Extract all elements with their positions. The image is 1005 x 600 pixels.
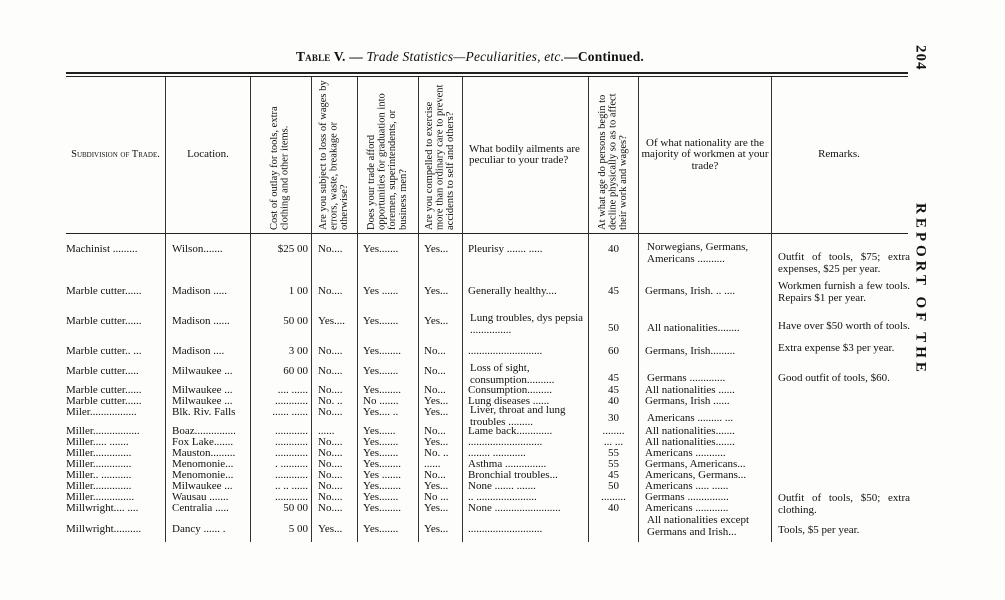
cell-care: Yes...: [424, 436, 449, 448]
header-rule: [66, 233, 908, 234]
marble-cutter-age-4: 45: [608, 372, 619, 384]
cell-loc: Madison ....: [172, 345, 225, 357]
cell-ail: None ........................: [468, 502, 561, 514]
cell-nat: Germans, Irish. .. ....: [645, 285, 736, 297]
cell-loc: Milwaukee ...: [172, 365, 233, 377]
cell-loss: No....: [318, 469, 343, 481]
top-rule: [66, 72, 908, 74]
marble-cutter-remarks-1: Workmen furnish a few tools. Repairs $1 per year.: [778, 280, 910, 304]
cell-grad: Yes.......: [363, 523, 399, 535]
cell-grad: Yes......: [363, 425, 396, 437]
cell-age: 45: [608, 469, 619, 481]
header-loss-text: Are you subject to loss of wages by errors, waste, breakage or otherwise?: [317, 80, 350, 230]
cell-care: Yes...: [424, 480, 449, 492]
header-age: [589, 80, 638, 230]
cell-loc: Menomonie...: [172, 469, 234, 481]
cell-loss: No....: [318, 406, 343, 418]
cell-loss: No....: [318, 491, 343, 503]
cell-grad: Yes........: [363, 480, 402, 492]
cell-care: Yes...: [424, 523, 449, 535]
header-graduation-text: Does your trade afford opportunities for graduation into foremen, superintendents, or business men?: [365, 93, 409, 230]
header-graduation: [358, 80, 418, 230]
cell-loc: Menomonie...: [172, 458, 234, 470]
header-remarks: Remarks.: [818, 148, 860, 161]
cell-loc: Milwaukee ...: [172, 395, 233, 407]
cell-cost: ............: [275, 447, 308, 459]
cell-nat: Americans ..... ......: [645, 480, 729, 492]
cell-ail: Pleurisy ....... .....: [468, 243, 543, 255]
cell-cost: $25 00: [277, 243, 308, 255]
header-cost-text: Cost of outlay for tools, extra clothing and other items.: [269, 106, 291, 230]
header-nationality: Of what nationality are the majority of workmen at your trade?: [641, 136, 769, 172]
cell-ail: ...........................: [468, 345, 543, 357]
cell-nat: All nationalities ......: [645, 384, 735, 396]
millwright-remarks-2: Tools, $5 per year.: [778, 524, 860, 536]
header-cost: [251, 80, 311, 230]
cell-nat: Germans, Irish.........: [645, 345, 736, 357]
cell-nat: Germans, Americans...: [645, 458, 746, 470]
cell-care: No...: [424, 469, 446, 481]
cell-trade: Marble cutter.. ...: [66, 345, 142, 357]
header-care-text: Are you compelled to exercise more than ordinary care to prevent accidents to self and others?: [423, 84, 456, 230]
cell-loss: No....: [318, 384, 343, 396]
cell-trade: Miller..............: [66, 458, 132, 470]
cell-age: 55: [608, 447, 619, 459]
cell-cost: ............: [275, 436, 308, 448]
cell-grad: Yes........: [363, 345, 402, 357]
cell-loss: ......: [318, 425, 335, 437]
cell-age: ... ...: [603, 436, 624, 448]
cell-trade: Marble cutter.....: [66, 365, 139, 377]
cell-cost: 60 00: [283, 365, 308, 377]
cell-loss: No....: [318, 285, 343, 297]
cell-loss: No. ..: [318, 395, 343, 407]
running-head: REPORT OF THE: [912, 202, 929, 376]
header-location: Location.: [187, 148, 229, 161]
cell-trade: Millwright.... ....: [66, 502, 139, 514]
marble-cutter-remarks-3: Extra expense $3 per year.: [778, 342, 895, 354]
cell-loc: Fox Lake.......: [172, 436, 234, 448]
cell-cost: 3 00: [288, 345, 308, 357]
cell-trade: Miller.. ...........: [66, 469, 132, 481]
cell-nat: Americans ...........: [645, 447, 726, 459]
cell-loc: Madison ......: [172, 315, 230, 327]
marble-cutter-nationality-2: All nationalities........: [647, 322, 740, 334]
cell-grad: Yes........: [363, 384, 402, 396]
header-loss: [312, 80, 357, 230]
cell-care: Yes...: [424, 243, 449, 255]
cell-loc: Milwaukee ...: [172, 384, 233, 396]
cell-care: Yes...: [424, 395, 449, 407]
cell-trade: Marble cutter......: [66, 395, 142, 407]
cell-care: No...: [424, 425, 446, 437]
header-care: [419, 80, 462, 230]
cell-ail: Consumption.........: [468, 384, 553, 396]
cell-loc: Milwaukee ...: [172, 480, 233, 492]
cell-trade: Marble cutter......: [66, 285, 142, 297]
title-continued: —Continued.: [564, 49, 645, 64]
cell-cost: ...... ......: [272, 406, 308, 418]
cell-grad: Yes ......: [363, 285, 399, 297]
cell-loss: No....: [318, 480, 343, 492]
cell-cost: .. .. ......: [275, 480, 308, 492]
cell-age: 45: [608, 384, 619, 396]
table-row: [0, 502, 905, 514]
cell-loss: Yes....: [318, 315, 346, 327]
cell-loss: No....: [318, 345, 343, 357]
cell-grad: Yes.......: [363, 315, 399, 327]
cell-care: No...: [424, 345, 446, 357]
table-title: Trade Statistics—Peculiarities, etc.: [366, 49, 565, 64]
cell-trade: Machinist .........: [66, 243, 138, 255]
cell-loss: No....: [318, 502, 343, 514]
cell-ail: Lame back.............: [468, 425, 553, 437]
cell-loc: Madison .....: [172, 285, 227, 297]
cell-care: Yes...: [424, 315, 449, 327]
cell-care: Yes...: [424, 502, 449, 514]
cell-loc: Wausau .......: [172, 491, 229, 503]
cell-loss: No....: [318, 436, 343, 448]
cell-nat: All nationalities.......: [645, 425, 735, 437]
cell-care: No. ..: [424, 447, 449, 459]
cell-loc: Blk. Riv. Falls: [172, 406, 236, 418]
cell-grad: Yes.......: [363, 243, 399, 255]
cell-cost: ............: [275, 469, 308, 481]
margin-side: [908, 45, 932, 515]
page-number: 204: [912, 45, 929, 71]
table-row: [0, 285, 905, 297]
cell-grad: Yes.... ..: [363, 406, 399, 418]
cell-cost: 5 00: [288, 523, 308, 535]
cell-care: ......: [424, 458, 441, 470]
machinist-remarks: Outfit of tools, $75; extra expenses, $25 per year.: [778, 251, 910, 275]
cell-loc: Mauston.........: [172, 447, 236, 459]
cell-care: No...: [424, 365, 446, 377]
cell-loss: No....: [318, 243, 343, 255]
header-subdivision: Subdivision of Trade.: [71, 149, 160, 161]
cell-care: No...: [424, 384, 446, 396]
cell-grad: Yes.......: [363, 491, 399, 503]
cell-grad: No .......: [363, 395, 399, 407]
cell-trade: Marble cutter......: [66, 384, 142, 396]
marble-cutter-nationality-4: Germans .............: [647, 372, 726, 384]
cell-trade: Marble cutter......: [66, 315, 142, 327]
miler-ailment: Liver, throat and lung troubles .........: [470, 404, 566, 428]
table-row: [0, 345, 905, 357]
cell-ail: Generally healthy....: [468, 285, 557, 297]
cell-ail: ...........................: [468, 523, 543, 535]
table-number: Table V.: [295, 49, 346, 64]
page-title: [0, 49, 940, 65]
cell-trade: Miller..............: [66, 480, 132, 492]
cell-cost: ............: [275, 491, 308, 503]
cell-nat: Americans, Germans...: [645, 469, 747, 481]
millwright-remarks-1: Outfit of tools, $50; extra clothing.: [778, 492, 910, 516]
cell-grad: Yes.......: [363, 436, 399, 448]
cell-loc: Dancy ...... .: [172, 523, 226, 535]
cell-loss: No....: [318, 447, 343, 459]
marble-cutter-remarks-4: Good outfit of tools, $60.: [778, 372, 890, 384]
cell-care: Yes...: [424, 285, 449, 297]
cell-cost: 50 00: [283, 502, 308, 514]
cell-nat: Americans ............: [645, 502, 729, 514]
cell-ail: Asthma ...............: [468, 458, 547, 470]
cell-nat: Germans, Irish ......: [645, 395, 730, 407]
cell-age: .........: [601, 491, 626, 503]
cell-loc: Wilson.......: [172, 243, 223, 255]
cell-trade: Miller.................: [66, 425, 140, 437]
cell-cost: 1 00: [288, 285, 308, 297]
cell-ail: .. ......................: [468, 491, 537, 503]
header-age-text: At what age do persons begin to decline physically so as to affect their work and wages?: [596, 93, 629, 230]
cell-grad: Yes........: [363, 458, 402, 470]
cell-grad: Yes.......: [363, 365, 399, 377]
cell-trade: Miler.................: [66, 406, 137, 418]
cell-ail: None ....... .......: [468, 480, 536, 492]
cell-care: Yes...: [424, 406, 449, 418]
cell-age: 55: [608, 458, 619, 470]
cell-age: ........: [602, 425, 625, 437]
title-separator: —: [349, 49, 363, 64]
cell-age: 50: [608, 480, 619, 492]
cell-cost: .... ......: [277, 384, 308, 396]
top-rule-thin: [66, 76, 908, 77]
cell-loc: Boaz...............: [172, 425, 236, 437]
cell-ail: Bronchial troubles...: [468, 469, 558, 481]
miler-nationality: Americans ......... ...: [647, 412, 734, 424]
cell-nat: Germans ...............: [645, 491, 729, 503]
cell-grad: Yes .......: [363, 469, 402, 481]
cell-ail: ........ ............: [468, 447, 526, 459]
cell-age: 40: [608, 243, 619, 255]
cell-loss: Yes...: [318, 523, 343, 535]
marble-cutter-age-2: 50: [608, 322, 619, 334]
marble-cutter-ailment-2: Lung troubles, dys pepsia ...............: [470, 312, 584, 336]
cell-loss: No....: [318, 458, 343, 470]
miler-age: 30: [608, 412, 619, 424]
cell-trade: Miller..............: [66, 447, 132, 459]
cell-care: No ...: [424, 491, 449, 503]
cell-trade: Miller..... .......: [66, 436, 129, 448]
millwright-nationality-2: All nationalities except Germans and Irish...: [647, 514, 750, 538]
cell-grad: Yes.......: [363, 447, 399, 459]
cell-trade: Millwright..........: [66, 523, 142, 535]
cell-age: 60: [608, 345, 619, 357]
cell-grad: Yes........: [363, 502, 402, 514]
cell-cost: ............: [275, 395, 308, 407]
machinist-nationality: Norwegians, Germans, Americans ..........: [647, 241, 749, 265]
marble-cutter-remarks-2: Have over $50 worth of tools.: [778, 320, 910, 332]
cell-age: 40: [608, 502, 619, 514]
cell-cost: ............: [275, 425, 308, 437]
cell-cost: . ..........: [275, 458, 308, 470]
header-ailments: What bodily ailments are peculiar to your trade?: [469, 142, 580, 166]
marble-cutter-ailment-4: Loss of sight, consumption..........: [470, 362, 555, 386]
cell-nat: All nationalities.......: [645, 436, 735, 448]
cell-cost: 50 00: [283, 315, 308, 327]
cell-loc: Centralia .....: [172, 502, 229, 514]
cell-age: 40: [608, 395, 619, 407]
cell-age: 45: [608, 285, 619, 297]
cell-trade: Miller...............: [66, 491, 135, 503]
cell-ail: ...........................: [468, 436, 543, 448]
cell-ail: Lung diseases ......: [468, 395, 550, 407]
cell-loss: No....: [318, 365, 343, 377]
